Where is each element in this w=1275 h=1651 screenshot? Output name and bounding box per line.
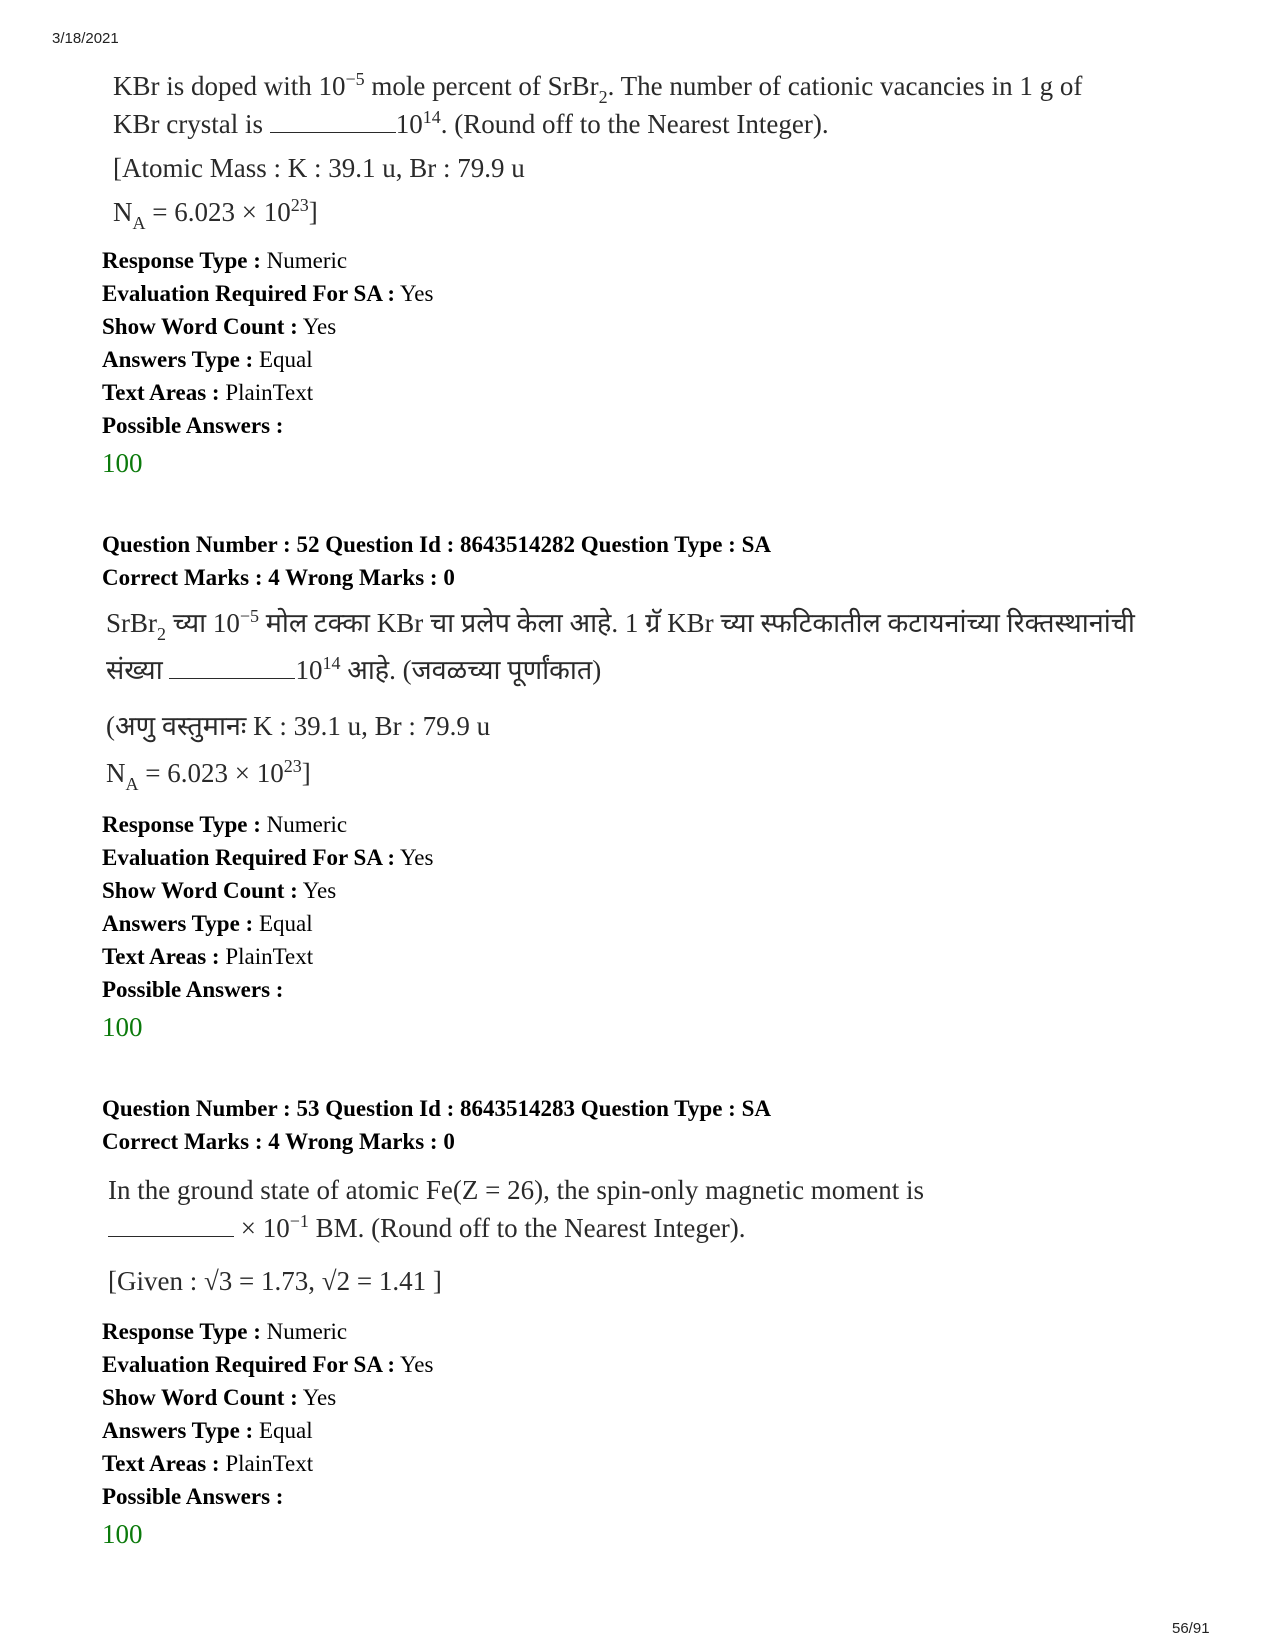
q52-stem-line3: (अणु वस्तुमानः K : 39.1 u, Br : 79.9 u <box>106 711 491 741</box>
answer-blank <box>270 110 396 133</box>
q51-answers-type: Answers Type : Equal <box>102 347 313 372</box>
q53-answers-type: Answers Type : Equal <box>102 1418 313 1443</box>
q52-eval-required: Evaluation Required For SA : Yes <box>102 845 434 870</box>
q53-marks: Correct Marks : 4 Wrong Marks : 0 <box>102 1129 455 1154</box>
q53-eval-required: Evaluation Required For SA : Yes <box>102 1352 434 1377</box>
q51-response-type: Response Type : Numeric <box>102 248 348 273</box>
q52-answers-type: Answers Type : Equal <box>102 911 313 936</box>
q53-possible-answers-label: Possible Answers : <box>102 1484 284 1509</box>
q53-stem-line1: In the ground state of atomic Fe(Z = 26), the spin-only magnetic moment is <box>108 1175 925 1205</box>
q52-header: Question Number : 52 Question Id : 8643514282 Question Type : SA <box>102 532 771 557</box>
q51-stem-line4: $N_A = 6.023 \times 10^{23}$] <box>113 195 318 233</box>
q52-show-word-count: Show Word Count : Yes <box>102 878 337 903</box>
q52-stem-line1: SrBr$_2$ च्या $10^{-5}$ मोल टक्का KBr चा प्रलेप केला आहे. 1 ग्रॅ KBr च्या स्फटिकातील कटायनांच्या रिक्तस्थानांची <box>106 606 1135 644</box>
q51-text-areas: Text Areas : PlainText <box>102 380 314 405</box>
q51-stem-line3: [Atomic Mass : K : 39.1 u, Br : 79.9 u <box>113 153 525 183</box>
q53-header: Question Number : 53 Question Id : 8643514283 Question Type : SA <box>102 1096 771 1121</box>
q53-show-word-count: Show Word Count : Yes <box>102 1385 337 1410</box>
q52-stem-line2: संख्या $10^{14}$ आहे. (जवळच्या पूर्णांकात) <box>106 653 602 685</box>
q52-stem-line4: $N_A = 6.023 \times 10^{23}$] <box>106 756 311 794</box>
q52-answer: 100 <box>102 1012 143 1042</box>
q51-stem-line2: KBr crystal is $10^{14}$. (Round off to the Nearest Integer). <box>113 107 829 139</box>
answer-blank <box>108 1214 234 1237</box>
q53-stem-line2: × $10^{-1}$ BM. (Round off to the Nearest Integer). <box>108 1209 746 1247</box>
q53-response-type: Response Type : Numeric <box>102 1319 348 1344</box>
q53-stem-line3: [Given : √3 = 1.73, √2 = 1.41 ] <box>108 1266 442 1296</box>
print-date: 3/18/2021 <box>52 30 119 47</box>
q52-marks: Correct Marks : 4 Wrong Marks : 0 <box>102 565 455 590</box>
page-number: 56/91 <box>1172 1620 1210 1637</box>
q51-show-word-count: Show Word Count : Yes <box>102 314 337 339</box>
q53-text-areas: Text Areas : PlainText <box>102 1451 314 1476</box>
q52-possible-answers-label: Possible Answers : <box>102 977 284 1002</box>
q52-response-type: Response Type : Numeric <box>102 812 348 837</box>
q51-stem-line1: KBr is doped with $10^{-5}$ mole percent of SrBr$_2$. The number of cationic vacancies in 1 g of <box>113 69 1083 107</box>
q51-answer: 100 <box>102 448 143 478</box>
q53-answer: 100 <box>102 1519 143 1549</box>
q52-text-areas: Text Areas : PlainText <box>102 944 314 969</box>
answer-blank <box>169 656 295 679</box>
q51-possible-answers-label: Possible Answers : <box>102 413 284 438</box>
q51-eval-required: Evaluation Required For SA : Yes <box>102 281 434 306</box>
